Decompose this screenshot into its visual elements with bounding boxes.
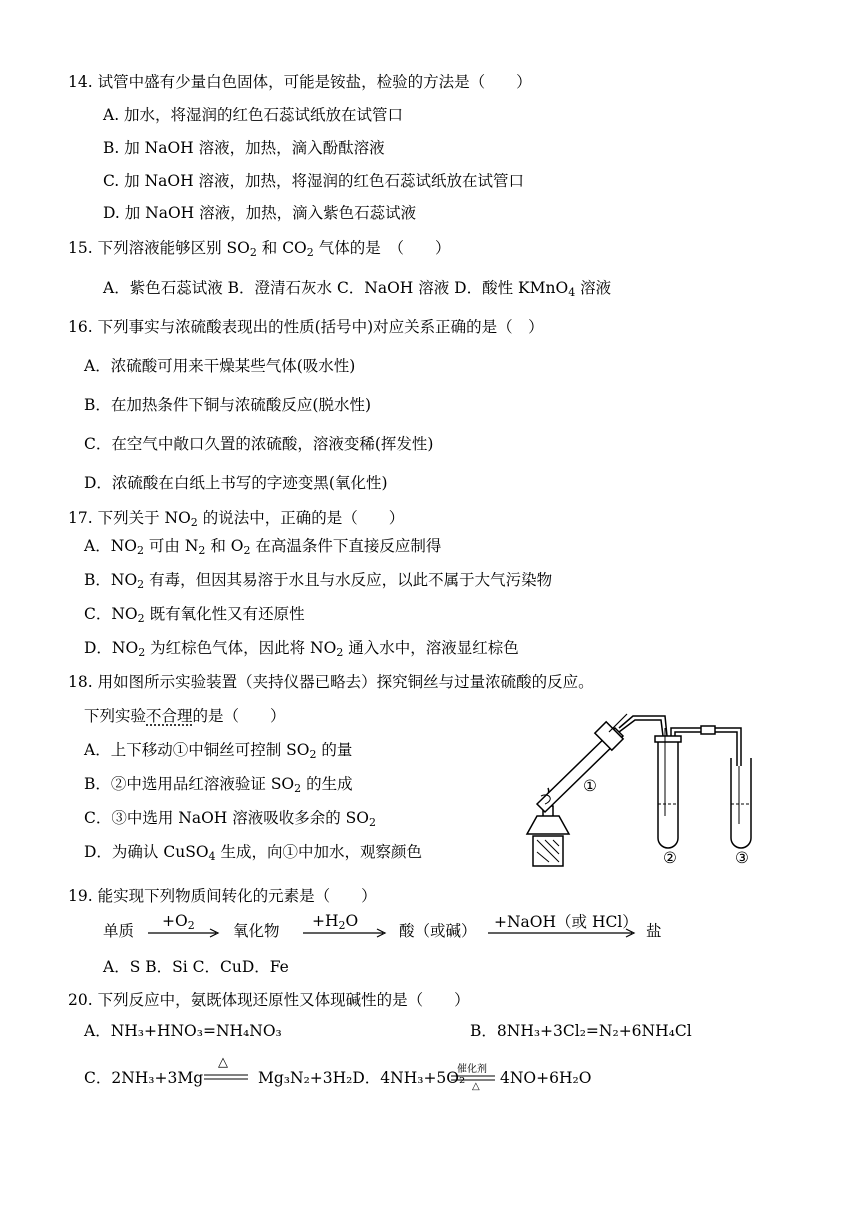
apparatus-figure [515, 706, 775, 870]
q19-s1: 单质 [103, 922, 135, 940]
q20-option-c: C．2NH₃+3Mg [84, 1069, 204, 1087]
q19-stem: 19. 能实现下列物质间转化的元素是（ ） [68, 887, 377, 905]
label-circle-1: ① [583, 777, 597, 795]
q18-option-d: D．为确认 CuSO$_4$ 生成，向①中加水，观察颜色 [84, 843, 422, 863]
label-circle-3: ③ [735, 849, 749, 867]
q20-option-d-product: 4NO+6H₂O [500, 1069, 592, 1087]
q17-option-c: C．$NO_2$ 既有氧化性又有还原性 [84, 605, 305, 625]
q19-arrow3 [488, 928, 636, 938]
q16-option-c: C．在空气中敞口久置的浓硫酸，溶液变稀(挥发性) [84, 435, 434, 453]
q17-option-a: A．$NO_2$ 可由 $N_2$ 和 $O_2$ 在高温条件下直接反应制得 [84, 537, 442, 557]
q20-option-cd: Mg₃N₂+3H₂D．4NH₃+5O₂ [258, 1069, 466, 1087]
q14-stem: 14. 试管中盛有少量白色固体，可能是铵盐，检验的方法是（ ） [68, 73, 532, 91]
q19-arrow1-label: $+O_2$ [162, 912, 195, 932]
q17-stem: 17. 下列关于 $NO_2$ 的说法中，正确的是（ ） [68, 509, 405, 529]
q19-arrow2 [303, 928, 387, 938]
q16-option-a: A．浓硫酸可用来干燥某些气体(吸水性) [84, 357, 356, 375]
q14-option-c: C. 加 NaOH 溶液，加热，将湿润的红色石蕊试纸放在试管口 [103, 172, 525, 190]
q19-s4: 盐 [646, 922, 662, 940]
catalyst-condition: 催化剂 [457, 1064, 487, 1075]
q14-option-b: B. 加 NaOH 溶液，加热，滴入酚酞溶液 [103, 139, 385, 157]
q19-s3: 酸（或碱） [399, 922, 477, 940]
q14-option-d: D. 加 NaOH 溶液，加热，滴入紫色石蕊试液 [103, 204, 417, 222]
q14-option-a: A. 加水，将湿润的红色石蕊试纸放在试管口 [103, 106, 404, 124]
q19-arrow1 [148, 928, 220, 938]
q15-stem: 15. 下列溶液能够区别 $SO_2$ 和 $CO_2$ 气体的是 （ ） [68, 239, 451, 259]
heat-condition: △ [218, 1055, 228, 1070]
q18-option-a: A．上下移动①中铜丝可控制 $SO_2$ 的量 [84, 741, 353, 761]
q16-stem: 16. 下列事实与浓硫酸表现出的性质(括号中)对应关系正确的是（ ） [68, 318, 544, 336]
q20-stem: 20. 下列反应中，氨既体现还原性又体现碱性的是（ ） [68, 991, 470, 1009]
q18-option-c: C．③中选用 NaOH 溶液吸收多余的 $SO_2$ [84, 809, 376, 829]
q17-option-b: B．$NO_2$ 有毒，但因其易溶于水且与水反应，以此不属于大气污染物 [84, 571, 553, 591]
q18-stem: 18. 用如图所示实验装置（夹持仪器已略去）探究铜丝与过量浓硫酸的反应。 [68, 673, 594, 691]
q18-option-b: B．②中选用品红溶液验证 $SO_2$ 的生成 [84, 775, 353, 795]
q16-option-b: B．在加热条件下铜与浓硫酸反应(脱水性) [84, 396, 371, 414]
reaction-equals-heat [204, 1073, 250, 1081]
q19-arrow2-label: $+H_2O$ [312, 912, 359, 932]
q18-substem: 下列实验不合理的是（ ） [84, 707, 286, 725]
q15-options: A．紫色石蕊试液 B．澄清石灰水 C．NaOH 溶液 D．酸性 KMnO$_4$ 溶液 [103, 279, 612, 299]
q16-option-d: D．浓硫酸在白纸上书写的字迹变黑(氧化性) [84, 474, 388, 492]
q19-options: A．S B．Si C．CuD．Fe [103, 958, 289, 976]
q19-s2: 氧化物 [233, 922, 280, 940]
q20-option-b: B．8NH₃+3Cl₂=N₂+6NH₄Cl [470, 1022, 692, 1040]
q17-option-d: D．$NO_2$ 为红棕色气体，因此将 $NO_2$ 通入水中，溶液显红棕色 [84, 639, 519, 659]
heat-condition-2: △ [472, 1081, 480, 1092]
label-circle-2: ② [663, 849, 677, 867]
q20-option-a: A．NH₃+HNO₃=NH₄NO₃ [84, 1022, 282, 1040]
q19-arrow3-label: +NaOH（或 HCl） [494, 913, 638, 931]
